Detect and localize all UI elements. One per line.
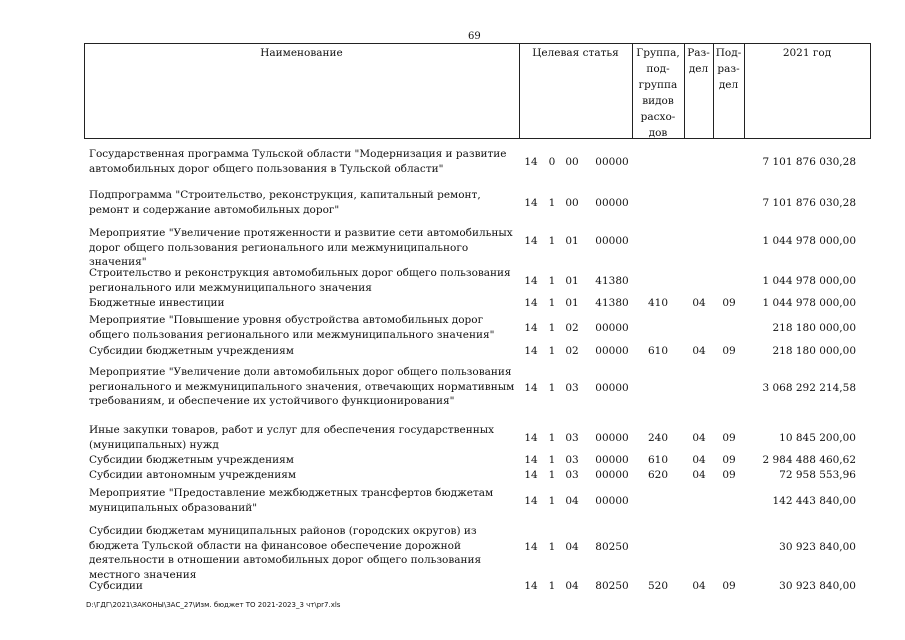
section-code: 04: [692, 454, 706, 466]
amount-2021: 3 068 292 214,58: [762, 381, 856, 394]
row-name: Иные закупки товаров, работ и услуг для обеспечения государственных (муниципальных) нужд: [89, 424, 495, 451]
header-target-article: Целевая статья: [532, 47, 619, 59]
row-name: Бюджетные инвестиции: [89, 297, 225, 309]
header-year: 2021 год: [782, 47, 832, 59]
table-row: [0, 579, 905, 593]
target-article-part: 01: [565, 275, 579, 287]
target-article-part: 1: [548, 432, 556, 444]
target-article-part: 04: [565, 540, 579, 553]
table-row: [0, 423, 905, 453]
header-top-rule: [84, 43, 870, 44]
page-number: 69: [468, 31, 481, 42]
target-article-part: 1: [548, 322, 556, 334]
target-article-part: 00000: [595, 469, 629, 481]
target-article-part: 00000: [595, 197, 629, 209]
target-article-part: 00000: [595, 454, 629, 466]
section-code: 04: [692, 432, 706, 444]
header-expense-group-line: Группа,: [636, 47, 680, 59]
target-article-part: 1: [548, 197, 556, 209]
target-article-part: 41380: [595, 275, 629, 287]
table-row: [0, 453, 905, 467]
target-article-part: 01: [565, 297, 579, 309]
target-article-part: 1: [548, 381, 556, 394]
header-expense-group-line: расхо-: [640, 111, 676, 123]
target-article-part: 14: [524, 580, 538, 592]
table-row: [0, 365, 905, 410]
section-code: 04: [692, 580, 706, 592]
header-section: [684, 45, 713, 77]
target-article-part: 1: [548, 469, 556, 481]
amount-2021: 30 923 840,00: [779, 580, 856, 592]
expense-group-code: 410: [647, 297, 669, 309]
row-name: Государственная программа Тульской области "Модернизация и развитие автомобильных дорог общего пользования в Тульской области": [89, 148, 507, 175]
target-article-part: 14: [524, 197, 538, 209]
target-article-part: 04: [565, 495, 579, 507]
target-article-part: 1: [548, 454, 556, 466]
target-article-part: 1: [548, 297, 556, 309]
section-code: 04: [692, 297, 706, 309]
target-article-part: 00000: [595, 432, 629, 444]
amount-2021: 1 044 978 000,00: [762, 297, 856, 309]
target-article-part: 02: [565, 345, 579, 357]
target-article-part: 14: [524, 322, 538, 334]
amount-2021: 218 180 000,00: [772, 345, 856, 357]
table-row: [0, 226, 905, 268]
amount-2021: 30 923 840,00: [779, 540, 856, 553]
target-article-part: 00000: [595, 235, 629, 247]
target-article-part: 1: [548, 540, 556, 553]
table-row: [0, 313, 905, 343]
table-row: [0, 486, 905, 516]
amount-2021: 7 101 876 030,28: [762, 197, 856, 209]
header-name: Наименование: [260, 47, 343, 59]
target-article-part: 1: [548, 580, 556, 592]
row-name: Мероприятие "Предоставление межбюджетных трансфертов бюджетам муниципальных образований": [89, 487, 494, 514]
expense-group-code: 610: [647, 345, 669, 357]
target-article-part: 03: [565, 381, 579, 394]
target-article-part: 1: [548, 495, 556, 507]
target-article-part: 00: [565, 197, 579, 209]
row-name: Мероприятие "Повышение уровня обустройства автомобильных дорог общего пользования регионального или межмуниципального значения": [89, 314, 495, 341]
target-article-part: 1: [548, 345, 556, 357]
target-article-part: 14: [524, 454, 538, 466]
target-article-part: 02: [565, 322, 579, 334]
subsection-code: 09: [722, 454, 736, 466]
section-code: 04: [692, 469, 706, 481]
header-subsection-line: Под-: [715, 47, 742, 59]
amount-2021: 142 443 840,00: [772, 495, 856, 507]
amount-2021: 72 958 553,96: [779, 469, 856, 481]
amount-2021: 7 101 876 030,28: [762, 156, 856, 168]
section-code: 04: [692, 345, 706, 357]
table-row: [0, 344, 905, 358]
target-article-part: 00000: [595, 381, 629, 394]
target-article-part: 1: [548, 235, 556, 247]
target-article-part: 14: [524, 432, 538, 444]
row-name: Подпрограмма "Строительство, реконструкция, капитальный ремонт, ремонт и содержание автомобильных дорог": [89, 189, 481, 216]
file-path-footer: D:\ГДГ\2021\ЗАКОНЫ\ЗАС_27\Изм. бюджет ТО 2021-2023_3 чт\pr7.xls: [86, 601, 341, 609]
table-row: [0, 266, 905, 296]
expense-group-code: 240: [647, 432, 669, 444]
header-expense-group-line: под-: [646, 63, 670, 75]
row-name: Мероприятие "Увеличение протяженности и развитие сети автомобильных дорог общего пользования регионального или межмуниципального значения": [89, 227, 513, 268]
target-article-part: 00000: [595, 345, 629, 357]
table-row: [0, 296, 905, 310]
table-row: [0, 524, 905, 581]
amount-2021: 2 984 488 460,62: [762, 454, 856, 466]
table-row: [0, 468, 905, 482]
expense-group-code: 610: [647, 454, 669, 466]
row-name: Субсидии бюджетным учреждениям: [89, 454, 294, 466]
target-article-part: 01: [565, 235, 579, 247]
header-expense-group-line: дов: [648, 127, 668, 139]
header-section-line: дел: [688, 63, 709, 75]
target-article-part: 03: [565, 432, 579, 444]
target-article-part: 14: [524, 297, 538, 309]
row-name: Мероприятие "Увеличение доли автомобильных дорог общего пользования регионального и межмуниципального значения, отвечающих нормативным требованиям, и обеспечение их устойчивого функционирования": [89, 366, 515, 407]
target-article-part: 0: [548, 156, 556, 168]
row-name: Субсидии бюджетным учреждениям: [89, 345, 294, 357]
target-article-part: 03: [565, 454, 579, 466]
header-subsection-line: дел: [718, 79, 739, 91]
expense-group-code: 520: [647, 580, 669, 592]
expense-group-code: 620: [647, 469, 669, 481]
target-article-part: 1: [548, 275, 556, 287]
subsection-code: 09: [722, 469, 736, 481]
header-expense-group-line: видов: [642, 95, 674, 107]
row-name: Субсидии бюджетам муниципальных районов (городских округов) из бюджета Тульской области на финансовое обеспечение дорожной деятельности в отношении автомобильных дорог общего пользования местного значения: [89, 525, 482, 581]
target-article-part: 80250: [595, 540, 629, 553]
target-article-part: 41380: [595, 297, 629, 309]
target-article-part: 00000: [595, 156, 629, 168]
subsection-code: 09: [722, 432, 736, 444]
target-article-part: 14: [524, 495, 538, 507]
target-article-part: 14: [524, 275, 538, 287]
amount-2021: 1 044 978 000,00: [762, 235, 856, 247]
table-row: [0, 188, 905, 218]
subsection-code: 09: [722, 345, 736, 357]
header-subsection-line: раз-: [717, 63, 740, 75]
amount-2021: 1 044 978 000,00: [762, 275, 856, 287]
target-article-part: 14: [524, 469, 538, 481]
subsection-code: 09: [722, 580, 736, 592]
header-expense-group-line: группа: [638, 79, 678, 91]
target-article-part: 04: [565, 580, 579, 592]
amount-2021: 10 845 200,00: [779, 432, 856, 444]
target-article-part: 80250: [595, 580, 629, 592]
target-article-part: 00: [565, 156, 579, 168]
row-name: Строительство и реконструкция автомобильных дорог общего пользования регионального или межмуниципального значения: [89, 267, 511, 294]
header-subsection: [713, 45, 744, 93]
row-name: Субсидии: [89, 580, 143, 592]
target-article-part: 00000: [595, 495, 629, 507]
target-article-part: 14: [524, 540, 538, 553]
header-divider: [870, 43, 871, 139]
target-article-part: 03: [565, 469, 579, 481]
target-article-part: 14: [524, 345, 538, 357]
row-name: Субсидии автономным учреждениям: [89, 469, 297, 481]
header-bottom-rule: [84, 138, 870, 139]
table-row: [0, 147, 905, 177]
header-expense-group: [632, 45, 684, 141]
subsection-code: 09: [722, 297, 736, 309]
target-article-part: 00000: [595, 322, 629, 334]
amount-2021: 218 180 000,00: [772, 322, 856, 334]
target-article-part: 14: [524, 156, 538, 168]
target-article-part: 14: [524, 235, 538, 247]
target-article-part: 14: [524, 381, 538, 394]
header-section-line: Раз-: [687, 47, 710, 59]
